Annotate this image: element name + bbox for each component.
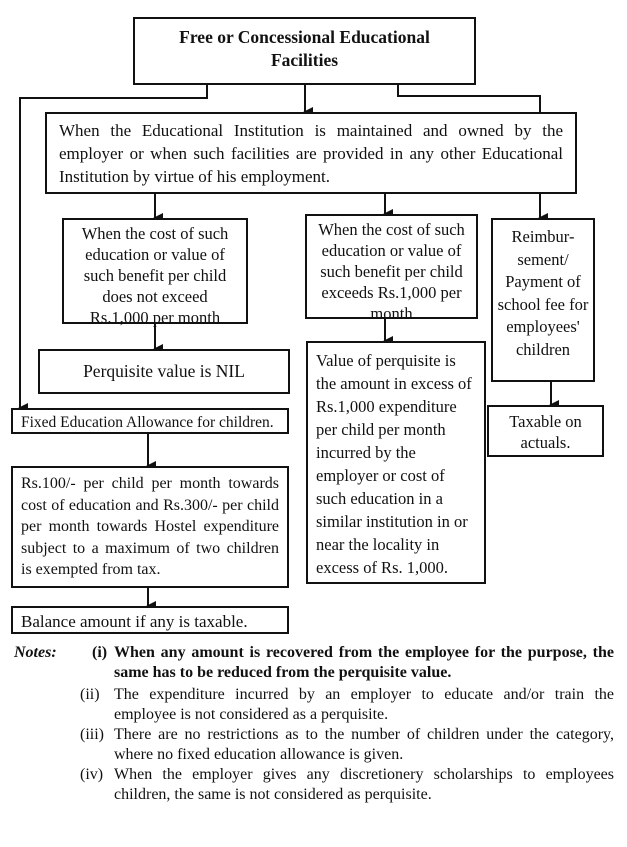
- note-item: [14, 765, 614, 805]
- reimbursement-box: [491, 218, 595, 382]
- excess-value-text: Value of perquisite is the amount in excess of Rs.1,000 expenditure per child per month incurred by the employer or cost of such education in a similar institution in or near the locality in excess of Rs. 1,000.: [316, 351, 472, 577]
- note-text: There are no restrictions as to the number of children under the category, where no fixed education allowance is given.: [114, 726, 614, 763]
- notes-section: [14, 643, 614, 805]
- cost-not-exceed-text: When the cost of such education or value of such benefit per child does not exceed Rs.1,000 per month: [81, 224, 229, 327]
- balance-taxable-text: Balance amount if any is taxable.: [21, 612, 248, 631]
- excess-value-box: [306, 341, 486, 584]
- exemption-text: Rs.100/- per child per month towards cost of education and Rs.300/- per child per month towards Hostel expenditure subject to a maximum of two children is exempted from tax.: [21, 475, 279, 578]
- balance-taxable-box: [11, 606, 289, 634]
- taxable-actuals-text: Taxable on actuals.: [509, 412, 582, 452]
- cost-exceeds-text: When the cost of such education or value of such benefit per child exceeds Rs.1,000 per month: [318, 220, 465, 323]
- institution-box: [45, 112, 577, 194]
- exemption-box: [11, 466, 289, 588]
- note-number: (ii): [80, 686, 100, 703]
- title-box: [133, 17, 476, 85]
- perquisite-nil-text: Perquisite value is NIL: [83, 361, 245, 381]
- note-number: (iv): [80, 766, 104, 783]
- note-item: [14, 725, 614, 765]
- note-text: When any amount is recovered from the employee for the purpose, the same has to be reduced from the perquisite value.: [114, 644, 614, 681]
- perquisite-nil-box: [38, 349, 290, 394]
- note-number: (iii): [80, 726, 104, 743]
- note-number: (i): [92, 644, 108, 661]
- title-text: Free or Concessional Educational Facilities: [179, 27, 430, 70]
- note-text: When the employer gives any discretionery scholarships to employees children, the same is not considered as perquisite.: [114, 766, 614, 803]
- note-item: [14, 685, 614, 725]
- taxable-actuals-box: [487, 405, 604, 457]
- fixed-allowance-text: Fixed Education Allowance for children.: [21, 414, 274, 431]
- notes-label: Notes:: [14, 644, 57, 661]
- cost-not-exceed-box: [62, 218, 248, 327]
- reimbursement-text: Reimbur-sement/ Payment of school fee for employees' children: [497, 227, 589, 359]
- cost-exceeds-box: [305, 214, 478, 323]
- fixed-allowance-box: [11, 408, 289, 434]
- note-text: The expenditure incurred by an employer to educate and/or train the employee is not considered as a perquisite.: [114, 686, 614, 723]
- institution-text: When the Educational Institution is maintained and owned by the employer or when such facilities are provided in any other Educational Institution by virtue of his employment.: [59, 121, 563, 186]
- note-item: [14, 643, 614, 683]
